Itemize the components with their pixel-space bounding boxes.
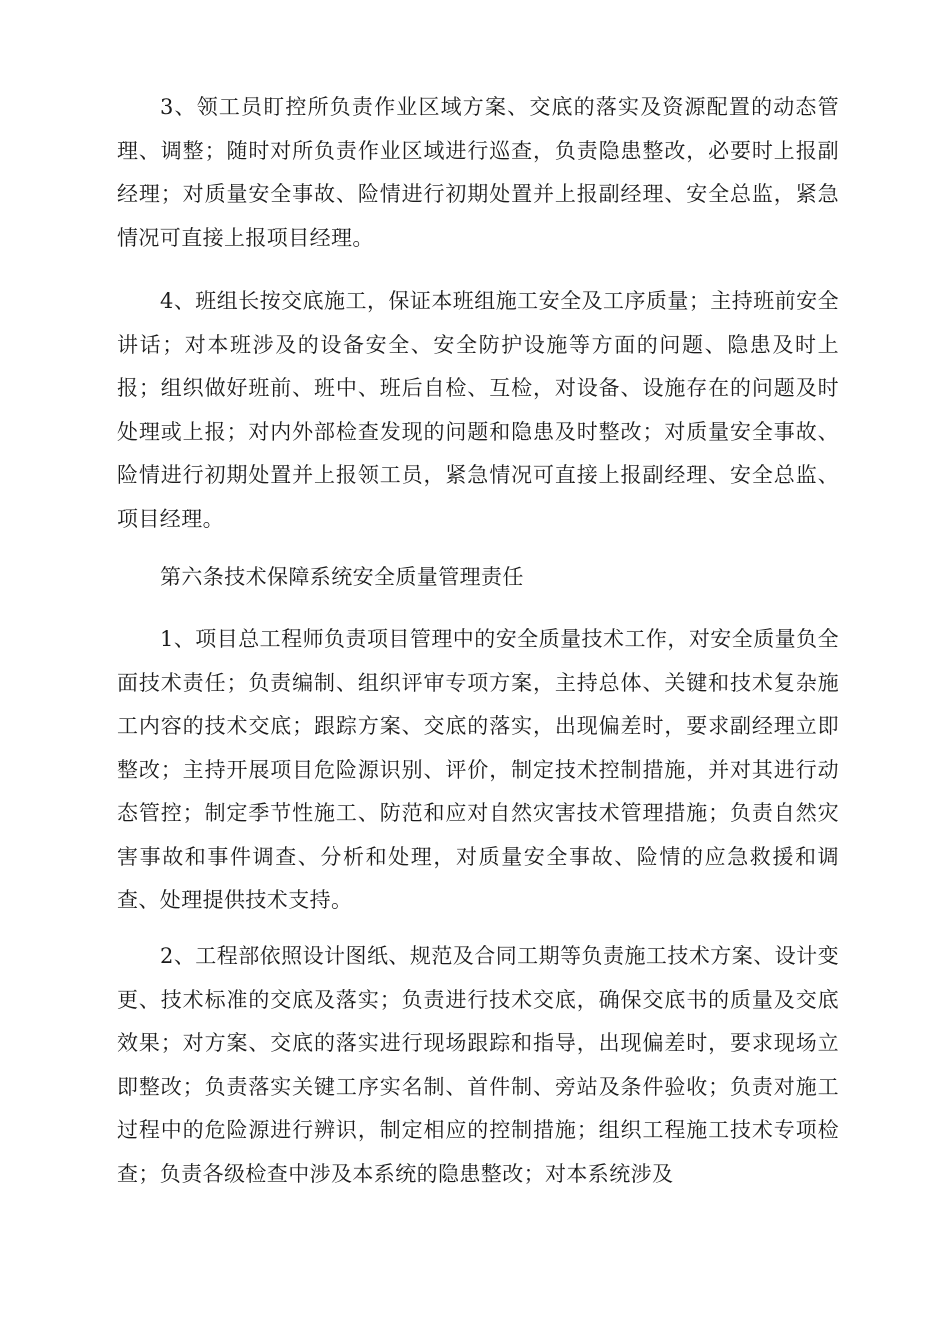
paragraph-engineering-department-duties: 2、工程部依照设计图纸、规范及合同工期等负责施工技术方案、设计变更、技术标准的交底及落实；负责进行技术交底，确保交底书的质量及交底效果；对方案、交底的落实进行现场跟踪和指导，出现偏差时，要求现场立即整改；负责落实关键工序实名制、首件制、旁站及条件验收；负责对施工过程中的危险源进行辨识，制定相应的控制措施；组织工程施工技术专项检查；负责各级检查中涉及本系统的隐患整改；对本系统涉及 bbox=[117, 944, 839, 1186]
paragraph-chief-engineer-duties: 1、项目总工程师负责项目管理中的安全质量技术工作，对安全质量负全面技术责任；负责编制、组织评审专项方案，主持总体、关键和技术复杂施工内容的技术交底；跟踪方案、交底的落实，出现偏差时，要求副经理立即整改；主持开展项目危险源识别、评价，制定技术控制措施，并对其进行动态管控；制定季节性施工、防范和应对自然灾害技术管理措施；负责自然灾害事故和事件调查、分析和处理，对质量安全事故、险情的应急救援和调查、处理提供技术支持。 bbox=[117, 627, 839, 912]
paragraph-foreman-duties: 3、领工员盯控所负责作业区域方案、交底的落实及资源配置的动态管理、调整；随时对所负责作业区域进行巡查，负责隐患整改，必要时上报副经理；对质量安全事故、险情进行初期处置并上报副经理、安全总监，紧急情况可直接上报项目经理。 bbox=[117, 95, 839, 250]
section-heading-article-six: 第六条技术保障系统安全质量管理责任 bbox=[160, 565, 524, 589]
paragraph-team-leader-duties: 4、班组长按交底施工，保证本班组施工安全及工序质量；主持班前安全讲话；对本班涉及的设备安全、安全防护设施等方面的问题、隐患及时上报；组织做好班前、班中、班后自检、互检，对设备、设施存在的问题及时处理或上报；对内外部检查发现的问题和隐患及时整改；对质量安全事故、险情进行初期处置并上报领工员，紧急情况可直接上报副经理、安全总监、项目经理。 bbox=[117, 289, 839, 531]
